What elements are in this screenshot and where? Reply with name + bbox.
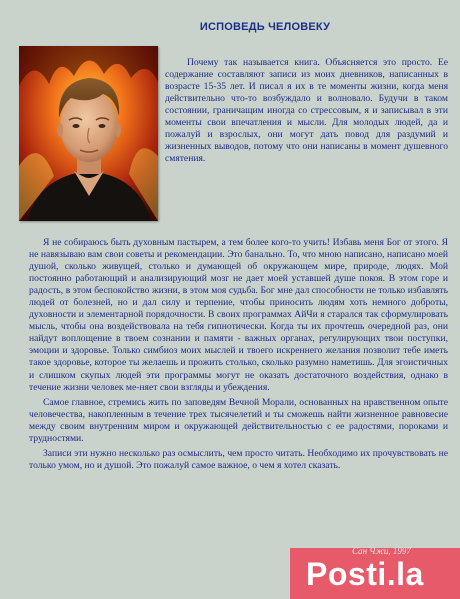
main-text [29,237,448,472]
body-paragraph: Я не собираюсь быть духовным пастырем, а тем более кого-то учить! Избавь меня Бог от этого. Я не навязываю вам свои советы и рекомендации. Это банально. То, что мною написано, написано моей душой, сколько живущей, столько и думающей об окружающем мире, природе, людях. Мой постоянно работающий и анализирующий мозг не дает моей уставшей душе покоя. В этом горе и радость, в этом беспокойство жизни, в этом моя судьба. Бог мне дал способности не только избавлять людей от болезней, но и дал силу и терпение, чтобы приносить людям хоть немного доброты, духовности и элементарной порядочности. В своих программах АйЧи я старался так сформулировать мысль, чтобы она воздействовала на тебя гипнотически. Когда ты их прочтешь очередной раз, они найдут воплощение в твоем сознании и памяти - важных органах, регулирующих твои поступки, эмоции и здоровье. Только симбиоз моих мыслей и твоего искреннего желания позволит тебе иметь такое здоровье, которое ты желаешь и прожить столько, сколько разумно наметишь. Для эгоистичных и слишком скупых людей эти программы могут не оказать достаточного воздействия, однако в течение жизни человек ме-няет свои взгляды и убеждения. [29,237,448,393]
page-title: ИСПОВЕДЬ ЧЕЛОВЕКУ [199,21,331,33]
author-signature: Сан Чжи, 1997 [352,546,411,556]
watermark-text: Posti.la [306,556,424,592]
body-paragraph: Записи эти нужно несколько раз осмыслить, чем просто читать. Необходимо их прочувствовать не только умом, но и душой. Это пожалуй самое важное, о чем я хотел сказать. [29,447,448,471]
author-portrait [19,46,158,221]
intro-text [165,57,448,165]
intro-paragraph: Почему так называется книга. Объясняется это просто. Ее содержание составляют записи из моих дневников, написанных в возрасте 15-35 лет. И писал я их в те моменты жизни, когда меня действительно что-то возбуждало и волновало. Будучи в таком состоянии, граничащим иногда со стрессовым, я и записывал в эти моменты свои впечатления и мысли. Для молодых людей, да и пожалуй и взрослых, они могут дать повод для раздумий и жизненных выводов, потому что они написаны в момент душевного смятения. [165,57,448,165]
body-paragraph: Самое главное, стремись жить по заповедям Вечной Морали, основанных на нравственном опыте человечества, накопленным в течение трех тысячелетий и ты сможешь найти жизненное равновесие между своим внутренним миром и окружающей действительностью с ее радостями, пороками и трудностями. [29,396,448,444]
